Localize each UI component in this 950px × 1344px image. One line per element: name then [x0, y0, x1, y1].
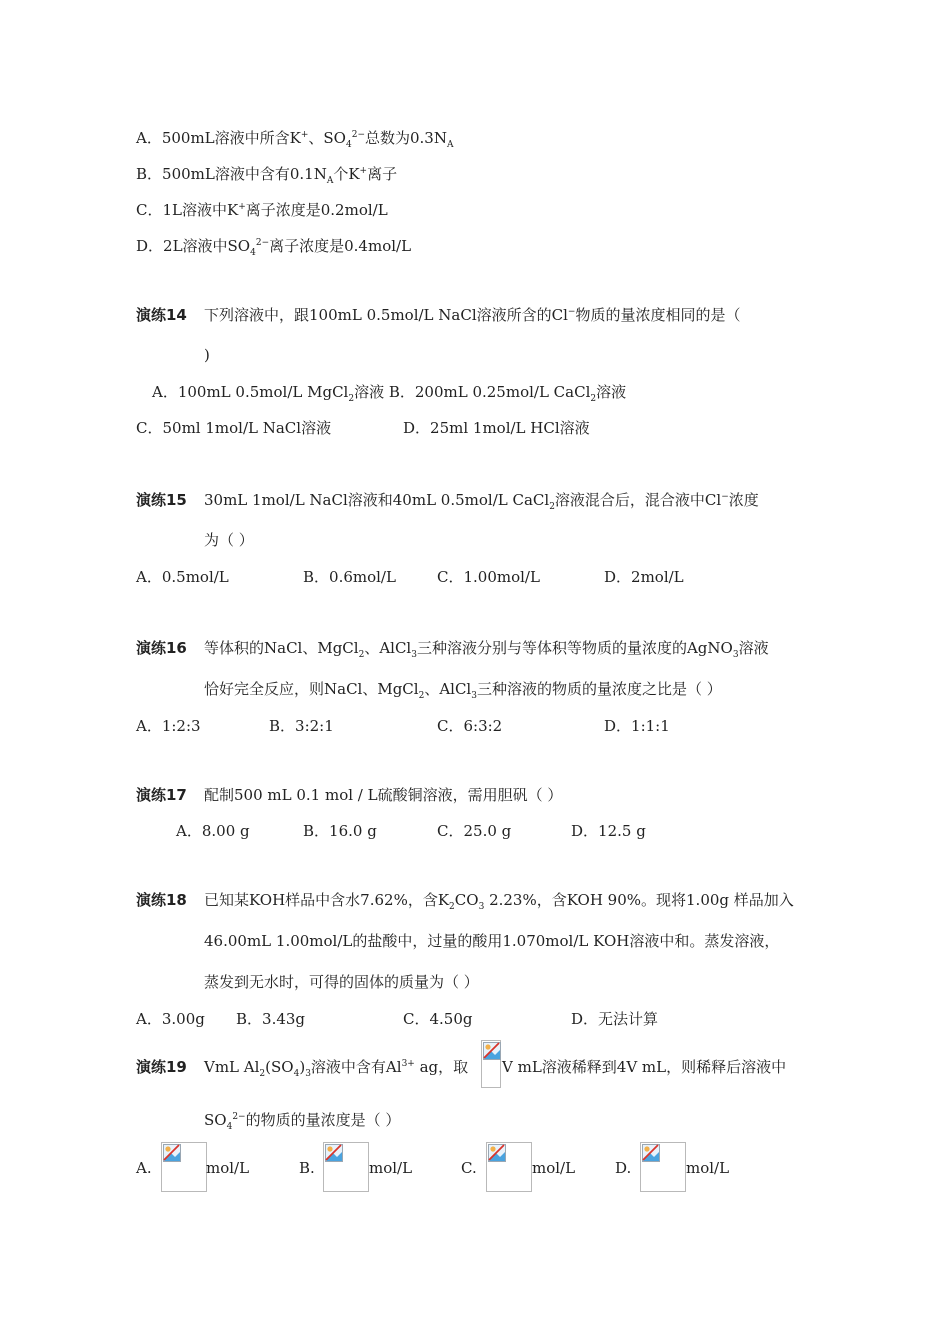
- q14-stem-line1: [136, 305, 187, 325]
- broken-image-icon: [163, 1144, 181, 1162]
- option-d-image-placeholder: [640, 1142, 686, 1192]
- broken-image-icon: [642, 1144, 660, 1162]
- q18-stem-line1: 已知某KOH样品中含水7.62%，含$K_2CO_3$ 2.23%，含KOH 90%。现将1.00g 样品加入: [204, 891, 794, 912]
- q17-label: 演练17: [136, 786, 187, 804]
- q14-option-c: C．50ml 1mol/L NaCl溶液: [136, 419, 332, 437]
- q17-option-c: C．25.0 g: [437, 822, 512, 840]
- q16-stem-line1: 等体积的NaCl、MgCl$_2$、AlCl$_3$三种溶液分别与等体积等物质的量浓度的AgNO$_3$溶液: [204, 639, 769, 660]
- q16-stem-line2: 恰好完全反应，则NaCl、MgCl$_2$、AlCl$_3$三种溶液的物质的量浓度之比是（ ）: [204, 680, 722, 701]
- option-c-image-placeholder: [486, 1142, 532, 1192]
- q14-option-d: D．25ml 1mol/L HCl溶液: [403, 419, 590, 437]
- q15-label: 演练15: [136, 491, 187, 509]
- q18-label: 演练18: [136, 891, 187, 909]
- q15-stem-line2: 为（ ）: [204, 531, 254, 549]
- q16-label: 演练16: [136, 639, 187, 657]
- broken-image-icon: [325, 1144, 343, 1162]
- option-a-image-placeholder: [161, 1142, 207, 1192]
- q16-option-c: C．6:3:2: [437, 717, 503, 735]
- q18-option-c: C．4.50g: [403, 1010, 473, 1028]
- q19-label-line: [136, 1057, 187, 1077]
- q16-option-d: D．1:1:1: [604, 717, 670, 735]
- q17-stem-line1: 配制500 mL 0.1 mol / L硫酸铜溶液，需用胆矾（ ）: [204, 786, 563, 804]
- q15-option-d: D．2mol/L: [604, 568, 684, 586]
- q19-option-c-unit: mol/L: [532, 1159, 576, 1177]
- q13-option-d: D．2L溶液中$SO_4^{2-}$离子浓度是0.4mol/L: [136, 237, 412, 258]
- q19-stem-line1b: V mL溶液稀释到4V mL，则稀释后溶液中: [502, 1058, 787, 1076]
- q17-label-line: [136, 785, 187, 805]
- q14-stem-line2: ): [204, 346, 210, 364]
- q18-stem-line3: 蒸发到无水时，可得的固体的质量为（ ）: [204, 973, 479, 991]
- q15-label-line: [136, 490, 187, 510]
- q15-option-c: C．1.00mol/L: [437, 568, 540, 586]
- broken-image-icon: [488, 1144, 506, 1162]
- q14-stem-text1: 下列溶液中，跟100mL 0.5mol/L NaCl溶液所含的Cl−物质的量浓度相同的是（: [204, 306, 741, 324]
- q19-option-d-label: D.: [615, 1159, 632, 1177]
- q16-option-a: A．1:2:3: [136, 717, 201, 735]
- broken-image-icon: [483, 1042, 501, 1060]
- q15-option-a: A．0.5mol/L: [136, 568, 229, 586]
- q19-option-a-unit: mol/L: [206, 1159, 250, 1177]
- q18-label-line: [136, 890, 187, 910]
- q18-stem-line2: 46.00mL 1.00mol/L的盐酸中，过量的酸用1.070mol/L KOH溶液中和。蒸发溶液，: [204, 932, 780, 950]
- fraction-image-placeholder: [481, 1040, 501, 1088]
- q13-option-b: B．500mL溶液中含有$0.1N_A$个K+离子: [136, 165, 398, 186]
- q19-option-d-unit: mol/L: [686, 1159, 730, 1177]
- q19-stem-line1a: VmL $Al_2(SO_4)_3$溶液中含有$Al^{3+}$ ag，取: [204, 1058, 469, 1079]
- q18-option-b: B．3.43g: [236, 1010, 306, 1028]
- option-b-image-placeholder: [323, 1142, 369, 1192]
- q17-option-b: B．16.0 g: [303, 822, 377, 840]
- q18-option-a: A．3.00g: [136, 1010, 205, 1028]
- q13-option-a: A．500mL溶液中所含K+、$SO_4^{2-}$总数为$0.3N_A$: [136, 129, 454, 150]
- q17-option-d: D．12.5 g: [571, 822, 646, 840]
- q16-label-line: [136, 638, 187, 658]
- q19-label: 演练19: [136, 1058, 187, 1076]
- q19-option-a-label: A.: [136, 1159, 152, 1177]
- q14-options-ab: A．100mL 0.5mol/L MgCl$_2$溶液 B．200mL 0.25mol/L CaCl$_2$溶液: [152, 383, 627, 404]
- q18-option-d: D．无法计算: [571, 1010, 659, 1028]
- q16-option-b: B．3:2:1: [269, 717, 334, 735]
- q14-label: 演练14: [136, 306, 187, 324]
- q19-option-b-unit: mol/L: [369, 1159, 413, 1177]
- q15-stem-line1: 30mL 1mol/L NaCl溶液和40mL 0.5mol/L CaCl$_2$溶液混合后，混合液中Cl−浓度: [204, 491, 759, 512]
- q19-option-b-label: B.: [299, 1159, 315, 1177]
- q17-option-a: A．8.00 g: [176, 822, 250, 840]
- q19-option-c-label: C.: [461, 1159, 477, 1177]
- q13-option-c: C．1L溶液中K+离子浓度是0.2mol/L: [136, 201, 388, 219]
- q15-option-b: B．0.6mol/L: [303, 568, 396, 586]
- q19-stem-line2: $SO_4^{2-}$的物质的量浓度是（ ）: [204, 1111, 401, 1132]
